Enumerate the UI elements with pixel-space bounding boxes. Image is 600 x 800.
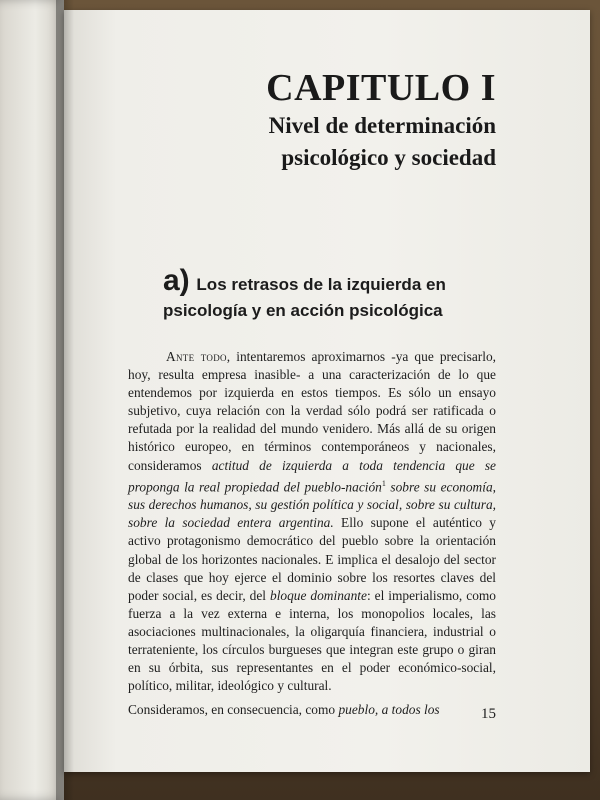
spine-shadow: [56, 0, 74, 800]
section-heading-line-1: Los retrasos de la izquierda en: [196, 275, 446, 294]
text-run: Consideramos, en consecuencia, como: [128, 702, 339, 718]
section-letter: a): [163, 264, 190, 297]
chapter-subtitle: [220, 110, 496, 174]
text-run: bloque dominante: [270, 587, 367, 603]
text-run: Ante todo: [166, 349, 227, 364]
text-run: : el imperialismo, como fuerza a la vez externa e interna, los monopolios locales, las asociaciones multinacionales, la oligarquía financiera, industrial o terrateniente, los círculos burgueses que integran este grupo o giran en su órbita, sus representantes en el poder económico-social, político, militar, ideológico y cultural.: [128, 587, 496, 694]
left-page-edge: [0, 0, 64, 800]
text-run: pueblo, a todos los: [338, 702, 440, 718]
section-heading: [163, 264, 493, 324]
paragraph-1: [128, 348, 496, 695]
chapter-title: CAPITULO I: [266, 67, 496, 109]
text-run: 1: [381, 478, 386, 488]
text-run: Ello supone el auténtico y activo protagonismo democrático del pueblo sobre la orientación global de los horizontes nacionales. E implica el desalojo del sector de clases que hoy ejerce el dominio sobre los resortes claves del poder social, es decir, del: [128, 515, 496, 603]
chapter-subtitle-line-2: psicológico y sociedad: [281, 145, 496, 170]
text-run: sobre su economía, sus derechos humanos, su gestión política y social, sobre su cultura, sobre la sociedad entera argentina.: [128, 479, 496, 531]
paragraph-2: [128, 701, 496, 719]
body-text: [128, 348, 496, 719]
text-run: actitud de izquierda a toda tendencia que se proponga la real propiedad del pueblo-nación: [128, 457, 496, 495]
page-number: 15: [481, 706, 496, 722]
chapter-subtitle-line-1: Nivel de determinación: [268, 113, 496, 138]
text-run: , intentaremos aproximarnos -ya que precisarlo, hoy, resulta empresa inasible- a una caracterización de lo que entendemos por izquierda en estos tiempos. Es sólo un ensayo subjetivo, cuya relación con la verdad sólo podrá ser ratificada o refutada por la realidad del mundo venidero. Más allá de su origen histórico europeo, en términos contemporáneos y nacionales, consideramos: [128, 349, 496, 473]
section-heading-line-2: psicología y en acción psicológica: [163, 301, 443, 320]
